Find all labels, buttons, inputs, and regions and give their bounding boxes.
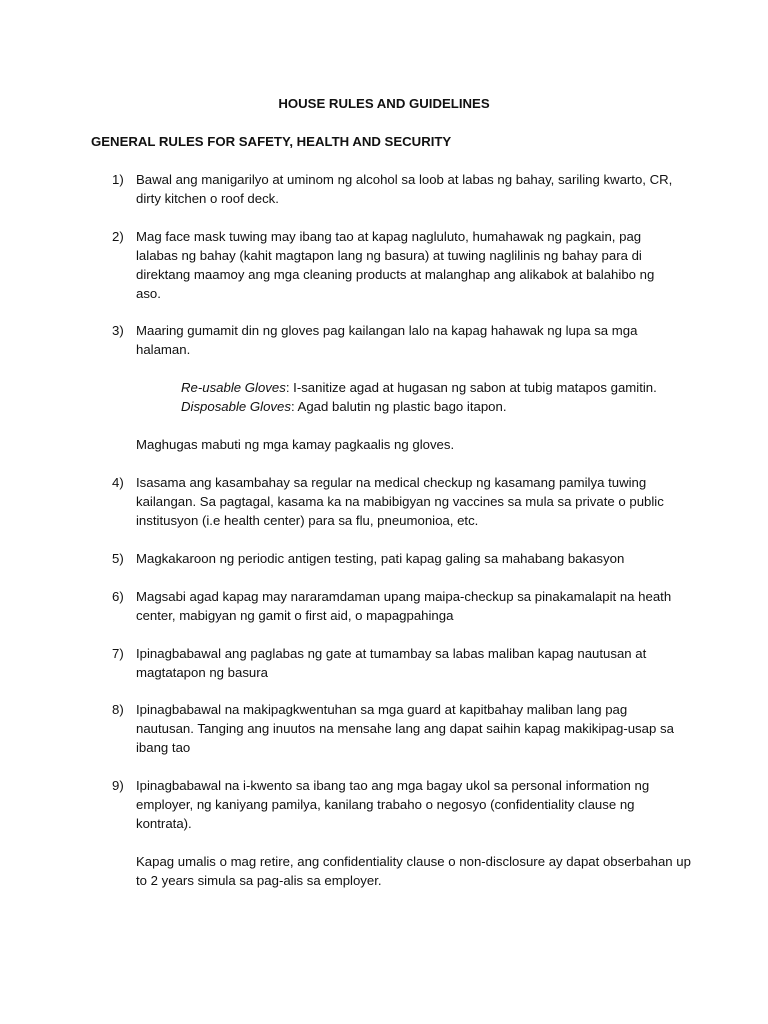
rule-number: 7) [112,646,124,661]
reusable-gloves-text: : I-sanitize agad at hugasan ng sabon at tubig matapos gamitin. [285,380,657,395]
disposable-gloves-text: : Agad balutin ng plastic bago itapon. [290,399,507,414]
reusable-gloves-note [181,378,701,397]
disposable-gloves-note [181,397,701,416]
page-title: HOUSE RULES AND GUIDELINES [278,96,490,111]
rule-item-2 [112,227,682,303]
reusable-gloves-label: Re-usable Gloves [181,380,286,395]
rule-number: 6) [112,589,124,604]
rule-item-6 [112,587,682,625]
confidentiality-note: Kapag umalis o mag retire, ang confidentiality clause o non-disclosure ay dapat obserbahan up to 2 years simula sa pag-alis sa employer. [136,854,691,888]
disposable-gloves-label: Disposable Gloves [181,399,291,414]
rule-text: Ipinagbabawal na i-kwento sa ibang tao ang mga bagay ukol sa personal information ng employer, ng kaniyang pamilya, kanilang trabaho o negosyo (confidentiality clause ng kontrata). [136,778,650,831]
section-heading: GENERAL RULES FOR SAFETY, HEALTH AND SECURITY [91,134,452,149]
rule-number: 4) [112,475,124,490]
rule-number: 9) [112,778,124,793]
rule-item-1 [112,170,682,208]
rule-text: Isasama ang kasambahay sa regular na medical checkup ng kasamang pamilya tuwing kailangan. Sa pagtagal, kasama ka na mabibigyan ng vaccines sa mula sa private o public institusyon (i.e health center) para sa flu, pneumonioa, etc. [136,475,664,528]
rule-item-3 [112,321,682,359]
rule-text: Ipinagbabawal na makipagkwentuhan sa mga guard at kapitbahay maliban lang pag nautusan. Tanging ang inuutos na mensahe lang ang dapat saihin kapag makikipag-usap sa ibang tao [136,702,674,755]
rule-number: 8) [112,702,124,717]
rule-text: Ipinagbabawal ang paglabas ng gate at tumambay sa labas maliban kapag nautusan at magtatapon ng basura [136,646,647,680]
rule-text: Magsabi agad kapag may nararamdaman upang maipa-checkup sa pinakamalapit na heath center, mabigyan ng gamit o first aid, o mapagpahinga [136,589,672,623]
rule-number: 2) [112,229,124,244]
rule-text: Mag face mask tuwing may ibang tao at kapag nagluluto, humahawak ng pagkain, pag lalabas ng bahay (kahit magtapon lang ng basura) at tuwing naglilinis ng bahay para di direktang maamoy ang mga cleaning products at malanghap ang alikabok at balahibo ng aso. [136,229,655,301]
rule-number: 5) [112,551,124,566]
rule-item-9 [112,776,682,833]
rule-item-5 [112,549,682,568]
rule-text: Magkakaroon ng periodic antigen testing, pati kapag galing sa mahabang bakasyon [136,551,625,566]
rule-number: 1) [112,172,124,187]
wash-hands-note: Maghugas mabuti ng mga kamay pagkaalis ng gloves. [136,437,455,452]
rule-item-4 [112,473,682,530]
rule-item-8 [112,700,682,757]
rule-text: Bawal ang manigarilyo at uminom ng alcohol sa loob at labas ng bahay, sariling kwarto, CR, dirty kitchen o roof deck. [136,172,673,206]
rule-item-7 [112,644,682,682]
rule-text: Maaring gumamit din ng gloves pag kailangan lalo na kapag hahawak ng lupa sa mga halaman. [136,323,638,357]
rule-number: 3) [112,323,124,338]
